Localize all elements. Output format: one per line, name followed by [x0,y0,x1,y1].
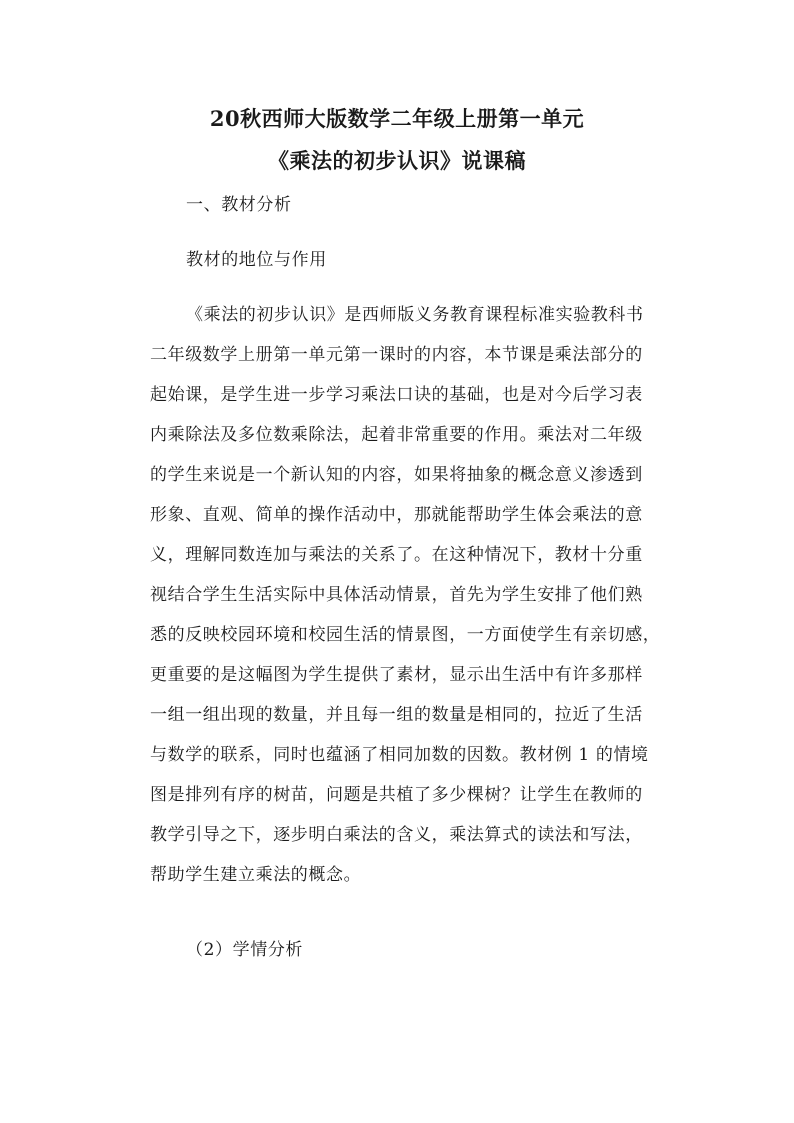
paragraph-line: 悉的反映校园环境和校园生活的情景图，一方面使学生有亲切感， [150,625,661,645]
paragraph-line: 图是排列有序的树苗，问题是共植了多少棵树？让学生在教师的 [150,785,643,805]
subheading: 教材的地位与作用 [186,250,327,270]
paragraph-line: 义，理解同数连加与乘法的关系了。在这种情况下，教材十分重 [150,545,643,565]
subsection-heading: （2）学情分析 [186,940,304,960]
paragraph-line: 内乘除法及多位数乘除法，起着非常重要的作用。乘法对二年级 [150,425,643,445]
document-title: 20秋西师大版数学二年级上册第一单元 [209,106,585,131]
paragraph-line: 起始课，是学生进一步学习乘法口诀的基础，也是对今后学习表 [150,385,643,405]
paragraph-line: 形象、直观、简单的操作活动中，那就能帮助学生体会乘法的意 [150,505,643,525]
document-subtitle: 《乘法的初步认识》说课稿 [268,148,526,173]
paragraph-line: 《乘法的初步认识》是西师版义务教育课程标准实验教科书 [186,305,644,325]
paragraph-line: 的学生来说是一个新认知的内容，如果将抽象的概念意义渗透到 [150,465,643,485]
section-heading: 一、教材分析 [186,195,292,215]
paragraph-line: 二年级数学上册第一单元第一课时的内容，本节课是乘法部分的 [150,345,643,365]
paragraph-line: 更重要的是这幅图为学生提供了素材，显示出生活中有许多那样 [150,665,643,685]
paragraph-line: 教学引导之下，逐步明白乘法的含义，乘法算式的读法和写法， [150,825,643,845]
paragraph-line: 一组一组出现的数量，并且每一组的数量是相同的，拉近了生活 [150,705,643,725]
paragraph-line: 帮助学生建立乘法的概念。 [150,865,362,885]
paragraph-line: 视结合学生生活实际中具体活动情景，首先为学生安排了他们熟 [150,585,643,605]
paragraph-line: 与数学的联系，同时也蕴涵了相同加数的因数。教材例 1 的情境 [150,745,649,765]
